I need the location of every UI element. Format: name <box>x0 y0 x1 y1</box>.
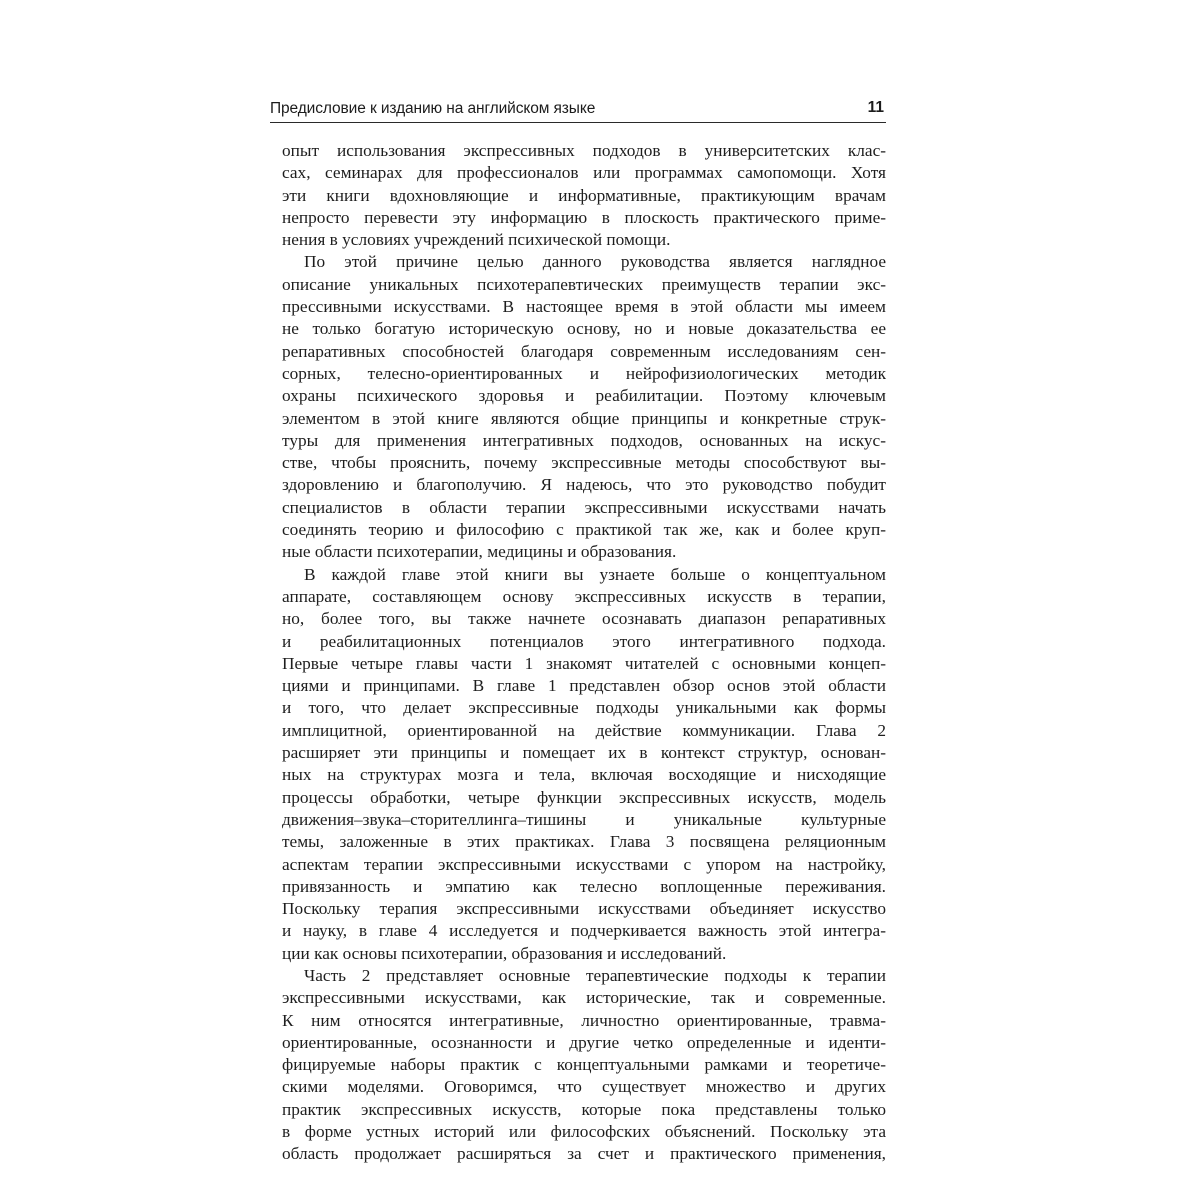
text-line: привязанность и эмпатию как телесно воплощенные переживания. <box>282 876 886 896</box>
text-line: процессы обработки, четыре функции экспрессивных искусств, модель <box>282 787 886 807</box>
text-line: экспрессивными искусствами, как исторические, так и современные. <box>282 988 886 1008</box>
running-header <box>270 96 886 123</box>
text-line: в форме устных историй или философских объяснений. Поскольку эта <box>282 1122 886 1142</box>
text-line: но, более того, вы также начнете осознавать диапазон репаративных <box>282 609 886 629</box>
paragraph <box>282 140 886 251</box>
text-line: ориентированные, осознанности и другие четко определенные и иденти- <box>282 1032 886 1052</box>
text-line: фицируемые наборы практик с концептуальными рамками и теоретиче- <box>282 1055 886 1075</box>
paragraph <box>282 965 886 1166</box>
text-line: темы, заложенные в этих практиках. Глава 3 посвящена реляционным <box>282 832 886 852</box>
text-line: В каждой главе этой книги вы узнаете больше о концептуальном <box>304 564 886 584</box>
text-line: По этой причине целью данного руководства является наглядное <box>304 252 886 272</box>
text-line: сорных, телесно-ориентированных и нейрофизиологических методик <box>282 363 886 383</box>
text-line: К ним относятся интегративные, личностно ориентированные, травма- <box>282 1010 886 1030</box>
text-line: аппарате, составляющем основу экспрессивных искусств в терапии, <box>282 586 886 606</box>
text-line: и науку, в главе 4 исследуется и подчеркивается важность этой интегра- <box>282 921 886 941</box>
text-line: описание уникальных психотерапевтических преимуществ терапии экс- <box>282 274 886 294</box>
paragraph <box>282 251 886 563</box>
text-line: Первые четыре главы части 1 знакомят читателей с основными концеп- <box>282 653 886 673</box>
text-line: ных на структурах мозга и тела, включая восходящие и нисходящие <box>282 765 886 785</box>
book-page <box>270 96 886 1164</box>
text-line: Поскольку терапия экспрессивными искусствами объединяет искусство <box>282 899 886 919</box>
text-line: специалистов в области терапии экспрессивными искусствами начать <box>282 497 886 517</box>
text-line: прессивными искусствами. В настоящее время в этой области мы имеем <box>282 297 886 317</box>
text-line: не только богатую историческую основу, но и новые доказательства ее <box>282 319 886 339</box>
text-line: и реабилитационных потенциалов этого интегративного подхода. <box>282 631 886 651</box>
running-title: Предисловие к изданию на английском языке <box>270 100 596 117</box>
text-line: область продолжает расширяться за счет и практического применения, <box>282 1144 886 1164</box>
text-line: Часть 2 представляет основные терапевтические подходы к терапии <box>304 965 886 985</box>
text-line: здоровлению и благополучию. Я надеюсь, что это руководство побудит <box>282 475 886 495</box>
text-line: ные области психотерапии, медицины и образования. <box>282 542 677 562</box>
text-line: сах, семинарах для профессионалов или программах самопомощи. Хотя <box>282 163 886 183</box>
text-line: скими моделями. Оговоримся, что существует множество и других <box>282 1077 886 1097</box>
text-line: имплицитной, ориентированной на действие коммуникации. Глава 2 <box>282 720 886 740</box>
text-line: расширяет эти принципы и помещает их в контекст структур, основан- <box>282 743 886 763</box>
text-line: циями и принципами. В главе 1 представлен обзор основ этой области <box>282 676 886 696</box>
text-line: опыт использования экспрессивных подходов в университетских клас- <box>282 141 886 160</box>
text-line: непросто перевести эту информацию в плоскость практического приме- <box>282 207 886 227</box>
text-line: репаративных способностей благодаря современным исследованиям сен- <box>282 341 886 361</box>
text-line: соединять теорию и философию с практикой так же, как и более круп- <box>282 520 886 540</box>
text-line: ции как основы психотерапии, образования и исследований. <box>282 943 727 963</box>
text-line: аспектам терапии экспрессивными искусствами с упором на настройку, <box>282 854 886 874</box>
text-line: практик экспрессивных искусств, которые пока представлены только <box>282 1099 886 1119</box>
page-number: 11 <box>867 99 884 116</box>
text-line: элементом в этой книге являются общие принципы и конкретные струк- <box>282 408 886 428</box>
text-line: нения в условиях учреждений психической помощи. <box>282 230 671 250</box>
text-line: стве, чтобы прояснить, почему экспрессивные методы способствуют вы- <box>282 453 886 473</box>
body-text <box>282 140 886 1166</box>
text-line: охраны психического здоровья и реабилитации. Поэтому ключевым <box>282 386 886 406</box>
text-line: и того, что делает экспрессивные подходы уникальными как формы <box>282 698 886 718</box>
paragraph <box>282 564 886 965</box>
text-line: эти книги вдохновляющие и информативные, практикующим врачам <box>282 185 886 205</box>
text-line: движения–звука–сторителлинга–тишины и уникальные культурные <box>282 809 886 829</box>
text-line: туры для применения интегративных подходов, основанных на искус- <box>282 430 886 450</box>
